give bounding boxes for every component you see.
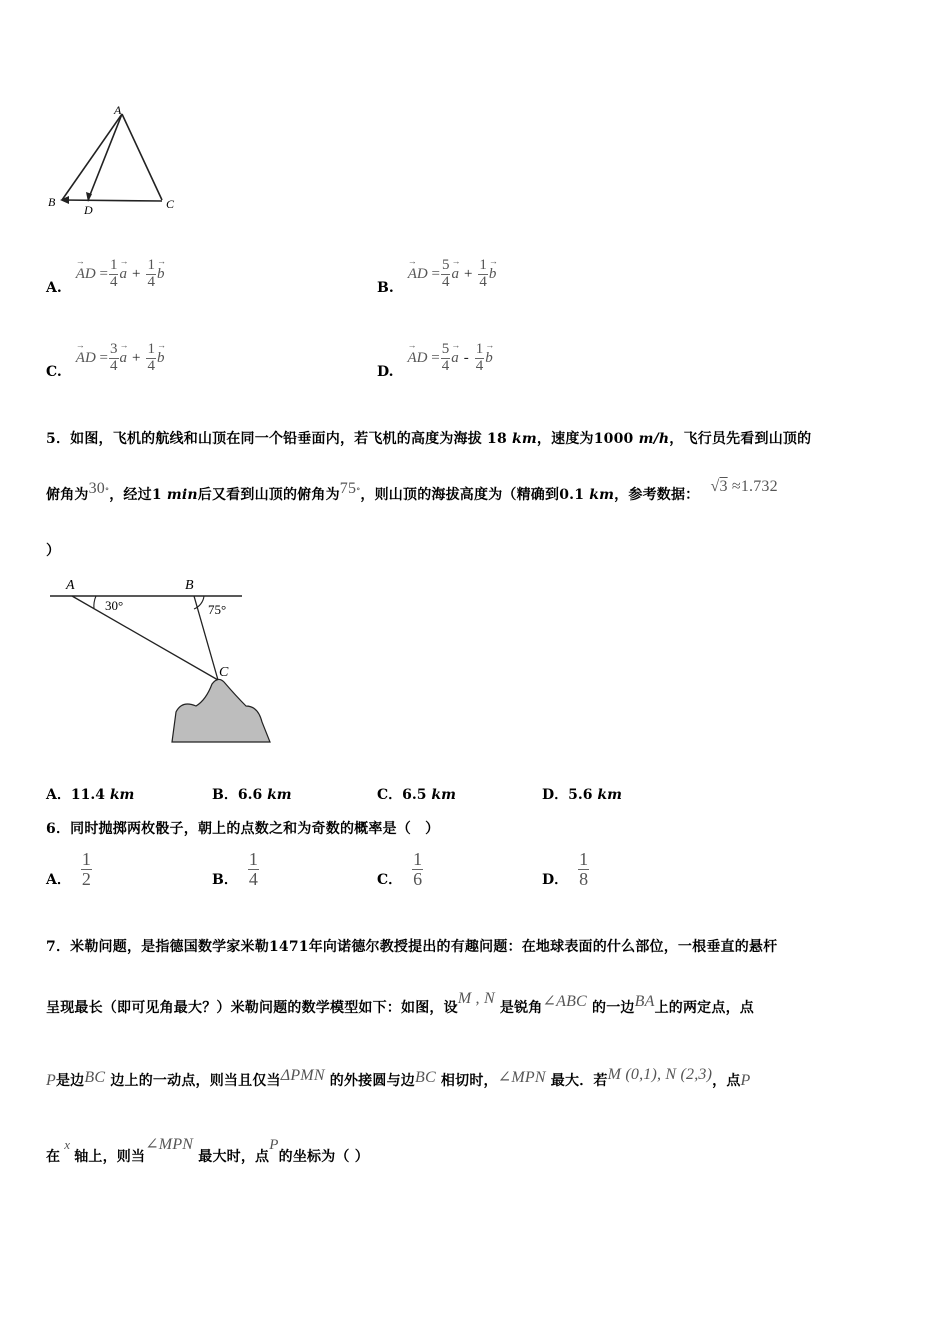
q5-line-1 (46, 428, 811, 448)
q4-vector-1: → a (120, 350, 128, 367)
q7-mpn-2: ∠MPN (145, 1136, 194, 1153)
q5-option-a-letter: A． (46, 787, 71, 803)
q5-option-c-value: 6.5 (402, 787, 427, 803)
q6-option-d-letter: D． (542, 872, 569, 889)
label-d: D (84, 203, 93, 217)
q5-option-a-value: 11.4 (70, 787, 105, 803)
q5-option-d-unit: km (597, 787, 622, 803)
q5-precision-unit: km (589, 487, 615, 503)
q4-coef-1-num: 1 (109, 257, 118, 273)
q5-option-b-letter: B． (212, 787, 238, 803)
q4-coef-2-den: 4 (475, 357, 484, 374)
fig-label-b: B (185, 578, 194, 593)
q5-speed: 1000 (593, 431, 634, 447)
q5-angle1: 30 (88, 480, 106, 497)
angle-arc-a (94, 596, 96, 609)
q4-operator: - (463, 349, 469, 366)
q7-text-6: 上的两定点，点 (654, 1000, 754, 1016)
q6-option-a-letter: A． (46, 872, 71, 889)
equals-sign: = (427, 349, 440, 366)
q4-coef-2 (478, 258, 488, 291)
q7-text-10: 相切时， (440, 1073, 498, 1089)
q6-option-b-letter: B． (212, 872, 238, 889)
triangle-figure (40, 100, 190, 220)
q4-option-a-letter: A. (46, 280, 62, 297)
q4-lhs: → AD (408, 266, 428, 283)
q4-option-b-letter: B. (377, 280, 394, 297)
q6-option-a[interactable] (46, 850, 93, 889)
q5-text-2: ，速度为 (536, 431, 594, 447)
q4-operator: + (132, 349, 141, 366)
mountain-figure (48, 572, 278, 752)
q6-option-d-num: 1 (579, 849, 589, 869)
q4-option-d-expression (408, 342, 493, 375)
q5-angle2: 75 (339, 480, 357, 497)
q5-text-4: 俯角为 (46, 487, 89, 503)
q5-text-8: ，参考数据： (614, 487, 700, 503)
q4-coef-2-num: 1 (479, 257, 487, 273)
q7-text-11: 最大．若 (550, 1073, 608, 1089)
q4-option-d[interactable] (377, 341, 493, 381)
q5-line-3 (46, 540, 60, 560)
q6-option-a-fraction (81, 850, 92, 889)
q5-option-b[interactable] (212, 784, 292, 804)
q4-option-c-expression (76, 342, 165, 375)
q4-vector-1: → a (119, 266, 127, 283)
q7-line-1 (46, 936, 777, 956)
q7-text-16: 的坐标为（ ） (278, 1149, 369, 1165)
q4-coef-1 (109, 342, 119, 375)
q7-mpn: ∠MPN (497, 1069, 546, 1086)
q4-coef-1-den: 4 (110, 357, 118, 374)
q7-pmn: ΔPMN (280, 1067, 325, 1084)
q4-coef-1 (441, 342, 451, 375)
q7-text-2: 年向诺德尔教授提出的有趣问题：在地球表面的什么部位，一根垂直的悬杆 (308, 939, 778, 955)
label-b: B (48, 195, 56, 209)
q6-option-c-num: 1 (413, 849, 423, 869)
q4-vector-2: → b (157, 266, 165, 283)
q5-precision: 0.1 (559, 487, 585, 503)
q6-option-b-den: 4 (248, 868, 258, 889)
q4-coef-2-den: 4 (147, 273, 155, 290)
q4-coef-2-num: 1 (147, 341, 155, 357)
q7-text-3: 呈现最长（即可见角最大？）米勒问题的数学模型如下：如图，设 (46, 1000, 458, 1016)
q6-option-a-den: 2 (81, 868, 91, 889)
q7-line-3 (46, 1066, 751, 1090)
side-bc (62, 200, 162, 201)
q4-vector-2: → b (489, 266, 497, 283)
q6-option-b-fraction (248, 850, 259, 889)
q6-option-c-fraction (412, 850, 423, 889)
q4-option-c[interactable] (46, 341, 165, 381)
q6-option-a-num: 1 (81, 849, 91, 869)
q7-angle-abc: ∠ABC (542, 993, 587, 1010)
q5-line-2: 俯角为30°，经过1 min后又看到山顶的俯角为75°，则山顶的海拔高度为（精确到0.1 km，参考数据： √3 ≈1.732 (46, 478, 778, 503)
q7-ba: BA (634, 993, 655, 1010)
side-ab (62, 114, 122, 200)
q6-option-c-letter: C． (377, 872, 403, 889)
q5-option-a[interactable] (46, 784, 134, 804)
q4-coef-2 (475, 342, 485, 375)
mountain (172, 679, 270, 742)
equals-sign: = (427, 265, 440, 282)
q4-coef-1-den: 4 (441, 357, 450, 374)
equals-sign: = (95, 349, 108, 366)
q4-option-a[interactable] (46, 257, 165, 297)
q4-coef-1-den: 4 (109, 273, 118, 290)
q5-text-7: ，则山顶的海拔高度为（精确到 (360, 487, 560, 503)
q7-p-2: P (740, 1072, 751, 1089)
q7-text-8: 边上的一动点，则当且仅当 (110, 1073, 281, 1089)
q4-lhs: → AD (76, 266, 96, 283)
q5-option-d-letter: D． (542, 787, 569, 803)
q6-option-d-den: 8 (579, 868, 589, 889)
q6-option-b-num: 1 (248, 849, 258, 869)
segment-ad (88, 114, 122, 200)
q4-vector-2: → b (485, 350, 493, 367)
q5-option-b-value: 6.6 (237, 787, 263, 803)
q7-line-2 (46, 990, 754, 1017)
q4-coef-1 (109, 258, 119, 291)
q4-operator: + (463, 265, 473, 282)
q5-text-3: ，飞行员先看到山顶的 (669, 431, 812, 447)
q4-coef-1-den: 4 (441, 273, 450, 290)
q5-text-6: 后又看到山顶的俯角为 (197, 487, 340, 503)
q7-text-12: ，点 (712, 1073, 741, 1089)
q4-coef-1-num: 5 (441, 341, 450, 357)
q5-text-1: 5．如图，飞机的航线和山顶在同一个铅垂面内，若飞机的高度为海拔 (46, 431, 482, 447)
q4-coef-2-num: 1 (147, 257, 155, 273)
q5-text-5: ，经过 (109, 487, 152, 503)
q6-option-d-fraction (578, 850, 589, 889)
fig-label-a: A (66, 578, 75, 593)
q4-operator: + (131, 265, 141, 282)
q4-coef-2 (146, 258, 156, 291)
q5-option-c-unit: km (431, 787, 456, 803)
q4-coef-2-num: 1 (475, 341, 484, 357)
q4-option-d-letter: D. (377, 364, 394, 381)
q5-option-c[interactable] (377, 784, 456, 804)
q4-coef-2-den: 4 (147, 357, 155, 374)
q4-coef-2-den: 4 (479, 273, 487, 290)
fig-label-c: C (219, 665, 229, 680)
fig-angle-75: 75° (208, 602, 227, 617)
q5-option-d-value: 5.6 (568, 787, 593, 803)
q4-coef-1 (441, 258, 451, 291)
q4-option-b[interactable] (377, 257, 497, 297)
q6-option-b[interactable] (212, 850, 260, 889)
q7-text-13: 在 (46, 1149, 61, 1165)
q4-option-b-expression (408, 258, 497, 291)
q7-text-9: 的外接圆与边 (329, 1073, 415, 1089)
q7-text-15: 最大时，点 (198, 1149, 270, 1165)
q4-coef-1-num: 5 (441, 257, 450, 273)
q7-text-5: 的一边 (592, 1000, 635, 1016)
q6-question: 6．同时抛掷两枚骰子，朝上的点数之和为奇数的概率是（ ） (46, 821, 440, 837)
q4-option-c-letter: C. (46, 364, 62, 381)
q6-option-d[interactable] (542, 850, 590, 889)
q4-lhs: → AD (408, 350, 428, 367)
q4-coef-1-num: 3 (110, 341, 118, 357)
q7-line-4 (46, 1136, 369, 1166)
q7-x: x (64, 1137, 71, 1152)
q7-text-4: 是锐角 (499, 1000, 543, 1016)
q7-text-1: 7．米勒问题，是指德国数学家米勒 (46, 939, 269, 955)
q4-vector-2: → b (157, 350, 165, 367)
q4-coef-2 (146, 342, 156, 375)
q4-lhs: → AD (76, 350, 96, 367)
q7-mn: M , N (457, 990, 495, 1007)
fig-angle-30: 30° (105, 598, 124, 613)
q5-speed-unit: m/h (638, 431, 670, 447)
q7-text-14: 轴上，则当 (74, 1149, 146, 1165)
q5-time: 1 (151, 487, 162, 503)
q5-approx: ≈1.732 (731, 478, 778, 495)
q6-option-c[interactable] (377, 850, 424, 889)
q5-ref-data: √3 ≈1.732 (710, 478, 778, 495)
q7-p: P (46, 1072, 56, 1089)
q4-vector-1: → a (451, 350, 459, 367)
q5-height: 18 (487, 431, 507, 447)
q5-option-c-letter: C． (377, 787, 403, 803)
label-a: A (114, 103, 122, 117)
q5-option-d[interactable] (542, 784, 622, 804)
q7-p-3: P (269, 1137, 279, 1153)
q5-sqrt-arg: 3 (719, 478, 728, 495)
side-ac (122, 114, 162, 200)
q5-option-a-unit: km (109, 787, 135, 803)
q5-time-unit: min (166, 487, 198, 503)
q7-bc-2: BC (414, 1069, 436, 1086)
q5-option-b-unit: km (267, 787, 292, 803)
q5-close-paren: ） (46, 543, 61, 559)
q7-year: 1471 (268, 939, 309, 955)
label-c: C (166, 197, 175, 211)
q6-option-c-den: 6 (413, 868, 423, 889)
q4-vector-1: → a (451, 266, 459, 283)
q7-coordinates: M (0,1), N (2,3) (607, 1066, 713, 1083)
q7-bc: BC (84, 1069, 106, 1086)
q7-text-7: 是边 (55, 1073, 85, 1089)
equals-sign: = (95, 265, 108, 282)
q4-option-a-expression (76, 258, 165, 291)
q5-height-unit: km (512, 431, 537, 447)
